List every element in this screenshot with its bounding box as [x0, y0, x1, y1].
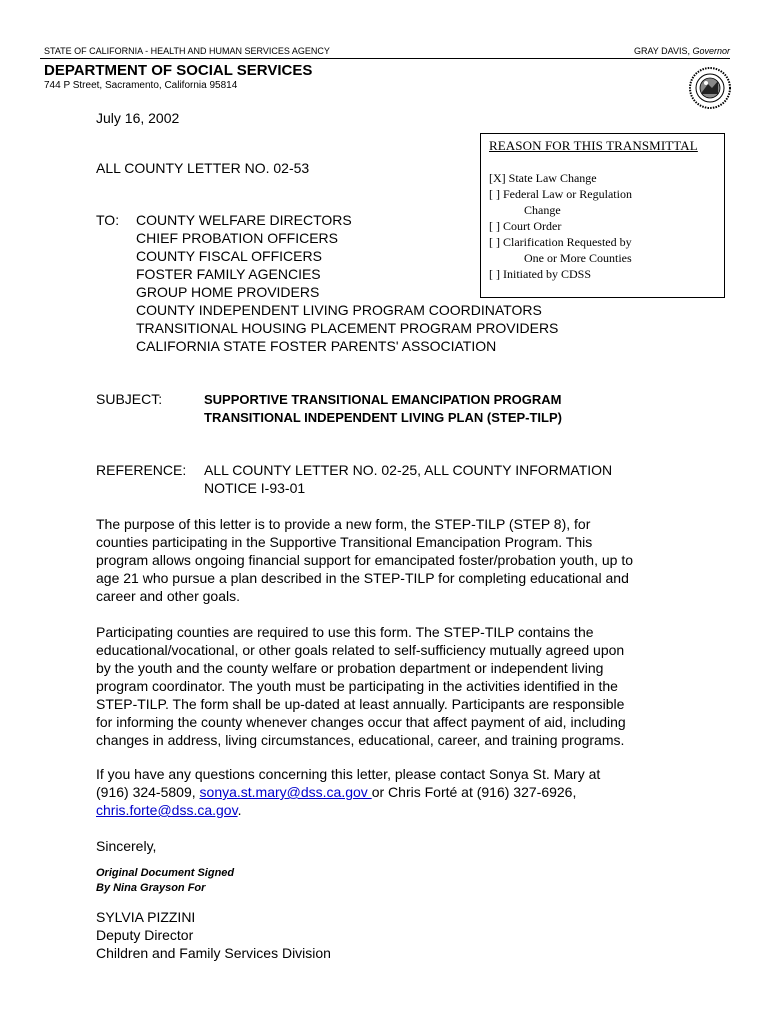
recipient: COUNTY INDEPENDENT LIVING PROGRAM COORDINATORS — [136, 302, 542, 318]
paragraph-line: If you have any questions concerning this letter, please contact Sonya St. Mary at — [96, 766, 601, 782]
transmittal-option-cont: One or More Counties — [524, 251, 632, 265]
contact-text: or Chris Forté at (916) 327-6926, — [371, 784, 577, 800]
recipient: COUNTY FISCAL OFFICERS — [136, 248, 322, 264]
subject-line: TRANSITIONAL INDEPENDENT LIVING PLAN (STEP-TILP) — [204, 410, 562, 425]
paragraph-line — [96, 801, 696, 819]
signer-name: SYLVIA PIZZINI — [96, 909, 196, 925]
governor — [634, 46, 730, 56]
agency-name: STATE OF CALIFORNIA - HEALTH AND HUMAN SERVICES AGENCY — [44, 46, 330, 56]
reference-line: ALL COUNTY LETTER NO. 02-25, ALL COUNTY INFORMATION — [204, 462, 613, 478]
email-link-chris[interactable]: chris.forte@dss.ca.gov — [96, 802, 238, 818]
closing-sincerely: Sincerely, — [96, 838, 157, 854]
paragraph-line: Participating counties are required to use this form. The STEP-TILP contains the — [96, 624, 594, 640]
transmittal-option-cont: Change — [524, 203, 561, 217]
subject-label: SUBJECT: — [96, 391, 163, 407]
transmittal-option: [ ] Court Order — [489, 219, 562, 233]
period-text: . — [237, 802, 242, 818]
transmittal-option: [ ] Initiated by CDSS — [489, 267, 591, 281]
subject-line: SUPPORTIVE TRANSITIONAL EMANCIPATION PROGRAM — [204, 392, 562, 407]
recipient: COUNTY WELFARE DIRECTORS — [136, 212, 352, 228]
paragraph-line: The purpose of this letter is to provide a new form, the STEP-TILP (STEP 8), for — [96, 516, 591, 532]
paragraph-line: for informing the county whenever changes occur that affect payment of aid, including — [96, 714, 626, 730]
to-label: TO: — [96, 212, 120, 228]
transmittal-box — [480, 133, 725, 298]
signer-title: Deputy Director — [96, 927, 194, 943]
recipient: CALIFORNIA STATE FOSTER PARENTS' ASSOCIATION — [136, 338, 497, 354]
letter-date: July 16, 2002 — [96, 110, 180, 126]
paragraph-line: by the youth and the county welfare or probation department or independent living — [96, 660, 604, 676]
header-rule — [40, 58, 730, 59]
signed-note: Original Document Signed — [96, 867, 235, 879]
paragraph-line: educational/vocational, or other goals related to self-sufficiency mutually agreed upon — [96, 642, 625, 658]
signer-division: Children and Family Services Division — [96, 945, 331, 961]
reference-line: NOTICE I-93-01 — [204, 480, 306, 496]
recipient: FOSTER FAMILY AGENCIES — [136, 266, 321, 282]
letter-number: ALL COUNTY LETTER NO. 02-53 — [96, 160, 310, 176]
paragraph-line: age 21 who pursue a plan described in the STEP-TILP for completing educational and — [96, 570, 629, 586]
transmittal-option: [ ] Clarification Requested by — [489, 235, 632, 249]
paragraph-line: STEP-TILP. The form shall be up-dated at least annually. Participants are responsible — [96, 696, 625, 712]
paragraph-purpose — [96, 515, 696, 605]
governor-title: Governor — [692, 46, 730, 56]
recipient: TRANSITIONAL HOUSING PLACEMENT PROGRAM PROVIDERS — [136, 320, 559, 336]
paragraph-line: counties participating in the Supportive Transitional Emancipation Program. This — [96, 534, 593, 550]
paragraph-requirements — [96, 623, 696, 749]
signed-note: By Nina Grayson For — [96, 882, 206, 894]
state-seal-icon — [688, 66, 732, 110]
paragraph-line: changes in address, living circumstances, educational, career, and training programs. — [96, 732, 625, 748]
department-address: 744 P Street, Sacramento, California 95814 — [44, 80, 238, 91]
paragraph-line: career and other goals. — [96, 588, 240, 604]
email-link-sonya[interactable]: sonya.st.mary@dss.ca.gov — [199, 784, 372, 800]
transmittal-option: [ ] Federal Law or Regulation — [489, 187, 632, 201]
recipient: GROUP HOME PROVIDERS — [136, 284, 320, 300]
paragraph-line: program allows ongoing financial support for emancipated foster/probation youth, up to — [96, 552, 633, 568]
transmittal-option: [X] State Law Change — [489, 171, 597, 185]
paragraph-line — [96, 783, 696, 801]
phone-text: (916) 324-5809, — [96, 784, 200, 800]
paragraph-contacts — [96, 765, 696, 819]
recipient: CHIEF PROBATION OFFICERS — [136, 230, 338, 246]
transmittal-title: REASON FOR THIS TRANSMITTAL — [489, 138, 698, 153]
governor-name: GRAY DAVIS, — [633, 46, 693, 56]
reference-label: REFERENCE: — [96, 462, 187, 478]
paragraph-line: program coordinator. The youth must be participating in the activities identified in the — [96, 678, 618, 694]
department-name: DEPARTMENT OF SOCIAL SERVICES — [44, 62, 313, 79]
